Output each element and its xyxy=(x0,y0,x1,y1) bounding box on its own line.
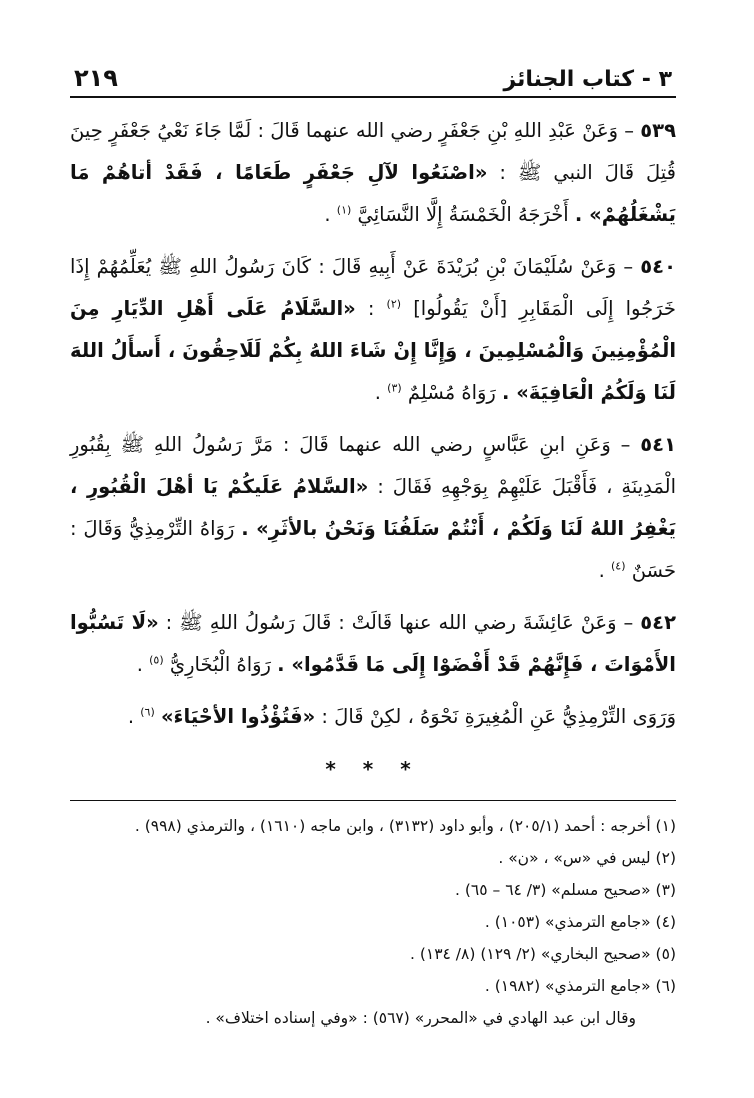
footnote-2: (٢) ليس في «س» ، «ن» . xyxy=(498,849,676,867)
closing-narration xyxy=(70,696,676,738)
hadith-quote: «السَّلامُ عَلَيكُمْ يَا أهْلَ الْقُبُورِ ، يَغْفِرُ اللهُ لَنَا وَلَكُمْ ، أَنْتُمْ سَلَفُنَا وَنَحْنُ بالأثَرِ» . xyxy=(70,475,676,540)
closing-intro: وَرَوَى التِّرْمِذِيُّ عَنِ الْمُغِيرَةِ نَحْوَهُ ، لكِنْ قَالَ : xyxy=(315,705,676,728)
footnote-ref: (٤) xyxy=(610,559,626,573)
footnote-divider xyxy=(70,800,676,801)
footnote-3: (٣) «صحيح مسلم» (٣/ ٦٤ – ٦٥) . xyxy=(455,881,676,899)
hadith-end: . xyxy=(136,653,143,676)
hadith-number: ٥٤٢ xyxy=(640,611,676,634)
closing-end: . xyxy=(127,705,135,728)
footnotes xyxy=(70,811,676,1033)
hadith-source: أَخْرَجَهُ الْخَمْسَةُ إِلَّا النَّسَائِيَّ xyxy=(357,203,569,226)
section-separator: * * * xyxy=(325,757,421,781)
main-text xyxy=(70,110,676,790)
hadith-number: ٥٣٩ xyxy=(640,119,676,142)
hadith-intro: – وَعَنْ عَبْدِ اللهِ بْنِ جَعْفَرٍ رضي الله عنهما قَالَ : لَمَّا جَاءَ نَعْيُ جَعْفَرٍ حِينَ قُتِلَ قَالَ النبي ﷺ : xyxy=(70,119,676,184)
hadith-end: . xyxy=(374,381,381,404)
footnote-5: (٥) «صحيح البخاري» (٢/ ١٢٩) (٨/ ١٣٤) . xyxy=(409,945,676,963)
hadith-quote: «السَّلَامُ عَلَى أَهْلِ الدِّيَارِ مِنَ الْمُؤْمِنِينَ وَالْمُسْلِمِينَ ، وَإِنَّا إِنْ شَاءَ اللهُ بِكُمْ لَلَاحِقُونَ ، أَسأَلُ اللهَ لَنَا وَلَكُمُ الْعَافِيَةَ» . xyxy=(70,297,676,404)
hadith-intro: – وَعَنِ ابنِ عَبَّاسٍ رضي الله عنهما قَالَ : مَرَّ رَسُولُ اللهِ ﷺ بِقُبُورِ الْمَدِينَةِ ، فَأَقْبَلَ عَلَيْهِمْ بِوَجْهِهِ فَقَالَ : xyxy=(70,433,676,498)
hadith-540 xyxy=(70,246,676,414)
hadith-source: رَوَاهُ التِّرْمِذِيُّ وَقَالَ : حَسَنٌ xyxy=(70,517,676,582)
footnote-ref: (٥) xyxy=(149,653,164,667)
footnote-6: (٦) «جامع الترمذي» (١٩٨٢) . xyxy=(484,977,676,995)
footnote-ref: (٢) xyxy=(386,297,402,311)
hadith-number: ٥٤٠ xyxy=(640,255,676,278)
hadith-541 xyxy=(70,424,676,592)
footnote-ref: (٣) xyxy=(387,381,402,395)
hadith-end: . xyxy=(598,559,605,582)
footnote-4: (٤) «جامع الترمذي» (١٠٥٣) . xyxy=(484,913,676,931)
hadith-intro: – وَعَنْ سُلَيْمَانَ بْنِ بُرَيْدَةَ عَنْ أَبِيهِ قَالَ : كَانَ رَسُولُ اللهِ ﷺ يُعَلِّمُهُمْ إِذَا خَرَجُوا إِلَى الْمَقَابِرِ [أَنْ يَقُولُوا] xyxy=(70,255,676,320)
hadith-quote: «لَا تَسُبُّوا الأَمْوَاتَ ، فَإِنَّهُمْ قَدْ أَفْضَوْا إِلَى مَا قَدَّمُوا» . xyxy=(70,611,676,676)
closing-quote: «فَتُؤْذُوا الأحْيَاءَ» xyxy=(160,705,316,728)
page-header xyxy=(70,52,676,98)
hadith-quote: «اصْنَعُوا لآلِ جَعْفَرٍ طَعَامًا ، فَقَدْ أتاهُمْ مَا يَشْغَلُهُمْ» . xyxy=(70,161,676,226)
hadith-intro: – وَعَنْ عَائِشَةَ رضي الله عنها قَالَتْ : قَالَ رَسُولُ اللهِ ﷺ : xyxy=(158,611,634,634)
hadith-source: رَوَاهُ مُسْلِمٌ xyxy=(407,381,496,404)
footnote-1: (١) أخرجه : أحمد (٢٠٥/١) ، وأبو داود (٣١٣٢) ، وابن ماجه (١٦١٠) ، والترمذي (٩٩٨) . xyxy=(134,817,676,835)
footnote-ref: (١) xyxy=(336,203,352,217)
page-number: ٢١٩ xyxy=(74,64,118,92)
footnote-6-note: وقال ابن عبد الهادي في «المحرر» (٥٦٧) : «وفي إسناده اختلاف» . xyxy=(205,1009,636,1027)
hadith-539 xyxy=(70,110,676,236)
hadith-end: . xyxy=(324,203,331,226)
chapter-title: ٣ - كتاب الجنائز xyxy=(503,67,672,92)
hadith-number: ٥٤١ xyxy=(640,433,676,456)
hadith-separator: : xyxy=(355,297,375,320)
footnote-ref: (٦) xyxy=(140,705,155,719)
hadith-542 xyxy=(70,602,676,686)
hadith-source: رَوَاهُ الْبُخَارِيُّ xyxy=(169,653,271,676)
